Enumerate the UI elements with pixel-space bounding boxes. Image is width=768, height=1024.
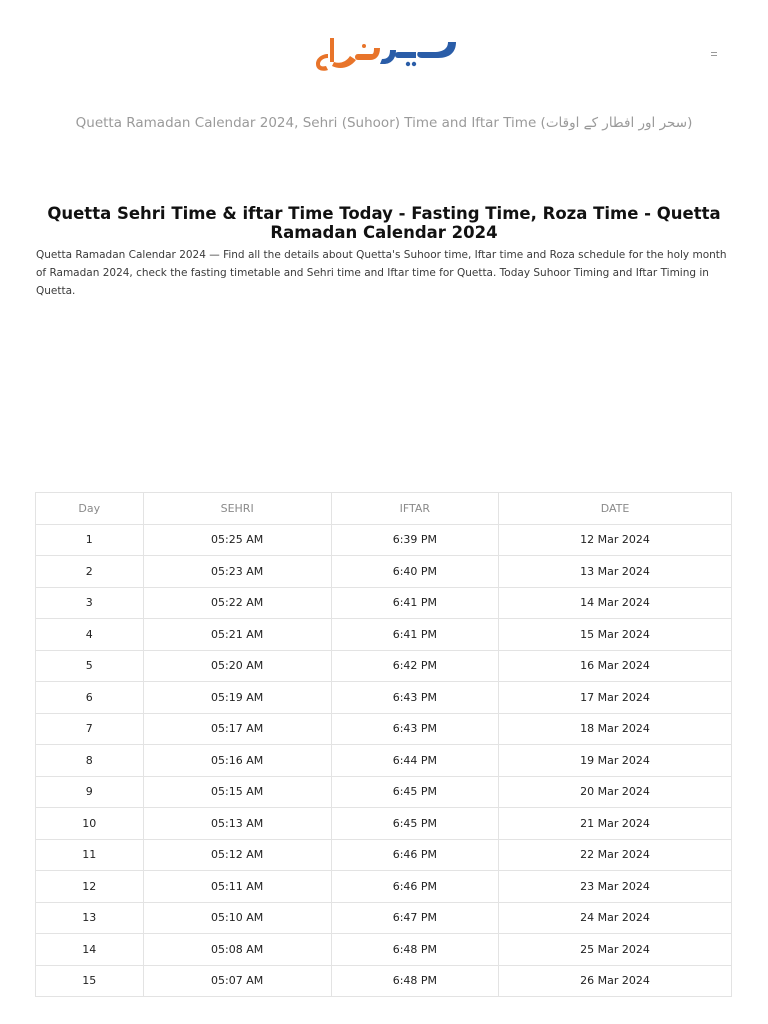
column-header-sehri: SEHRI — [143, 493, 331, 525]
day-cell: 15 — [36, 965, 144, 997]
table-row — [36, 965, 732, 997]
iftar-cell: 6:47 PM — [331, 902, 498, 934]
sehri-cell: 05:23 AM — [143, 556, 331, 588]
geo-ramzan-logo-icon — [310, 28, 460, 76]
table-row — [36, 682, 732, 714]
table-row — [36, 902, 732, 934]
table-body — [36, 524, 732, 997]
date-cell: 18 Mar 2024 — [499, 713, 732, 745]
column-header-day: Day — [36, 493, 144, 525]
date-cell: 16 Mar 2024 — [499, 650, 732, 682]
ad-placeholder — [36, 300, 732, 480]
date-cell: 26 Mar 2024 — [499, 965, 732, 997]
sehri-cell: 05:11 AM — [143, 871, 331, 903]
date-cell: 14 Mar 2024 — [499, 587, 732, 619]
date-cell: 12 Mar 2024 — [499, 524, 732, 556]
date-cell: 13 Mar 2024 — [499, 556, 732, 588]
table-row — [36, 713, 732, 745]
iftar-cell: 6:46 PM — [331, 871, 498, 903]
sehri-cell: 05:21 AM — [143, 619, 331, 651]
date-cell: 21 Mar 2024 — [499, 808, 732, 840]
day-cell: 2 — [36, 556, 144, 588]
table-row — [36, 587, 732, 619]
column-header-date: DATE — [499, 493, 732, 525]
table-row — [36, 871, 732, 903]
iftar-cell: 6:45 PM — [331, 776, 498, 808]
iftar-cell: 6:39 PM — [331, 524, 498, 556]
sehri-cell: 05:25 AM — [143, 524, 331, 556]
site-header — [0, 0, 768, 90]
iftar-cell: 6:41 PM — [331, 587, 498, 619]
date-cell: 19 Mar 2024 — [499, 745, 732, 777]
table-row — [36, 524, 732, 556]
sehri-cell: 05:20 AM — [143, 650, 331, 682]
menu-icon[interactable] — [708, 50, 720, 60]
intro-text: Quetta Ramadan Calendar 2024 — Find all the details about Quetta's Suhoor time, Iftar time and Roza schedule for the holy month of Ramadan 2024, check the fasting timetable and Sehri time and Iftar time for Quetta. Today Suhoor Timing and Iftar Timing in Quetta. — [36, 249, 727, 297]
ramadan-schedule-table — [35, 492, 732, 997]
iftar-cell: 6:46 PM — [331, 839, 498, 871]
page-subtitle: Quetta Ramadan Calendar 2024, Sehri (Suhoor) Time and Iftar Time (سحر اور افطار کے اوقات) — [75, 115, 693, 131]
table-row — [36, 934, 732, 966]
day-cell: 4 — [36, 619, 144, 651]
day-cell: 5 — [36, 650, 144, 682]
table-row — [36, 619, 732, 651]
table-row — [36, 556, 732, 588]
iftar-cell: 6:40 PM — [331, 556, 498, 588]
page-title: Quetta Sehri Time & iftar Time Today - Fasting Time, Roza Time - Quetta Ramadan Calendar 2024 — [47, 204, 721, 242]
day-cell: 10 — [36, 808, 144, 840]
day-cell: 1 — [36, 524, 144, 556]
sehri-cell: 05:12 AM — [143, 839, 331, 871]
day-cell: 9 — [36, 776, 144, 808]
day-cell: 11 — [36, 839, 144, 871]
column-header-iftar: IFTAR — [331, 493, 498, 525]
day-cell: 6 — [36, 682, 144, 714]
date-cell: 24 Mar 2024 — [499, 902, 732, 934]
date-cell: 15 Mar 2024 — [499, 619, 732, 651]
date-cell: 22 Mar 2024 — [499, 839, 732, 871]
table-row — [36, 839, 732, 871]
sehri-cell: 05:17 AM — [143, 713, 331, 745]
intro-paragraph — [36, 246, 732, 300]
sehri-cell: 05:16 AM — [143, 745, 331, 777]
day-cell: 8 — [36, 745, 144, 777]
sehri-cell: 05:19 AM — [143, 682, 331, 714]
table-row — [36, 745, 732, 777]
day-cell: 3 — [36, 587, 144, 619]
sehri-cell: 05:22 AM — [143, 587, 331, 619]
sehri-cell: 05:10 AM — [143, 902, 331, 934]
table-row — [36, 776, 732, 808]
iftar-cell: 6:48 PM — [331, 934, 498, 966]
date-cell: 25 Mar 2024 — [499, 934, 732, 966]
iftar-cell: 6:48 PM — [331, 965, 498, 997]
table-row — [36, 808, 732, 840]
date-cell: 20 Mar 2024 — [499, 776, 732, 808]
day-cell: 7 — [36, 713, 144, 745]
sehri-cell: 05:15 AM — [143, 776, 331, 808]
iftar-cell: 6:41 PM — [331, 619, 498, 651]
date-cell: 17 Mar 2024 — [499, 682, 732, 714]
iftar-cell: 6:43 PM — [331, 682, 498, 714]
site-logo[interactable] — [310, 28, 460, 76]
sehri-cell: 05:07 AM — [143, 965, 331, 997]
sehri-cell: 05:08 AM — [143, 934, 331, 966]
sehri-cell: 05:13 AM — [143, 808, 331, 840]
iftar-cell: 6:45 PM — [331, 808, 498, 840]
date-cell: 23 Mar 2024 — [499, 871, 732, 903]
iftar-cell: 6:42 PM — [331, 650, 498, 682]
day-cell: 12 — [36, 871, 144, 903]
iftar-cell: 6:44 PM — [331, 745, 498, 777]
day-cell: 13 — [36, 902, 144, 934]
table-row — [36, 650, 732, 682]
day-cell: 14 — [36, 934, 144, 966]
iftar-cell: 6:43 PM — [331, 713, 498, 745]
table-header-row — [36, 493, 732, 525]
